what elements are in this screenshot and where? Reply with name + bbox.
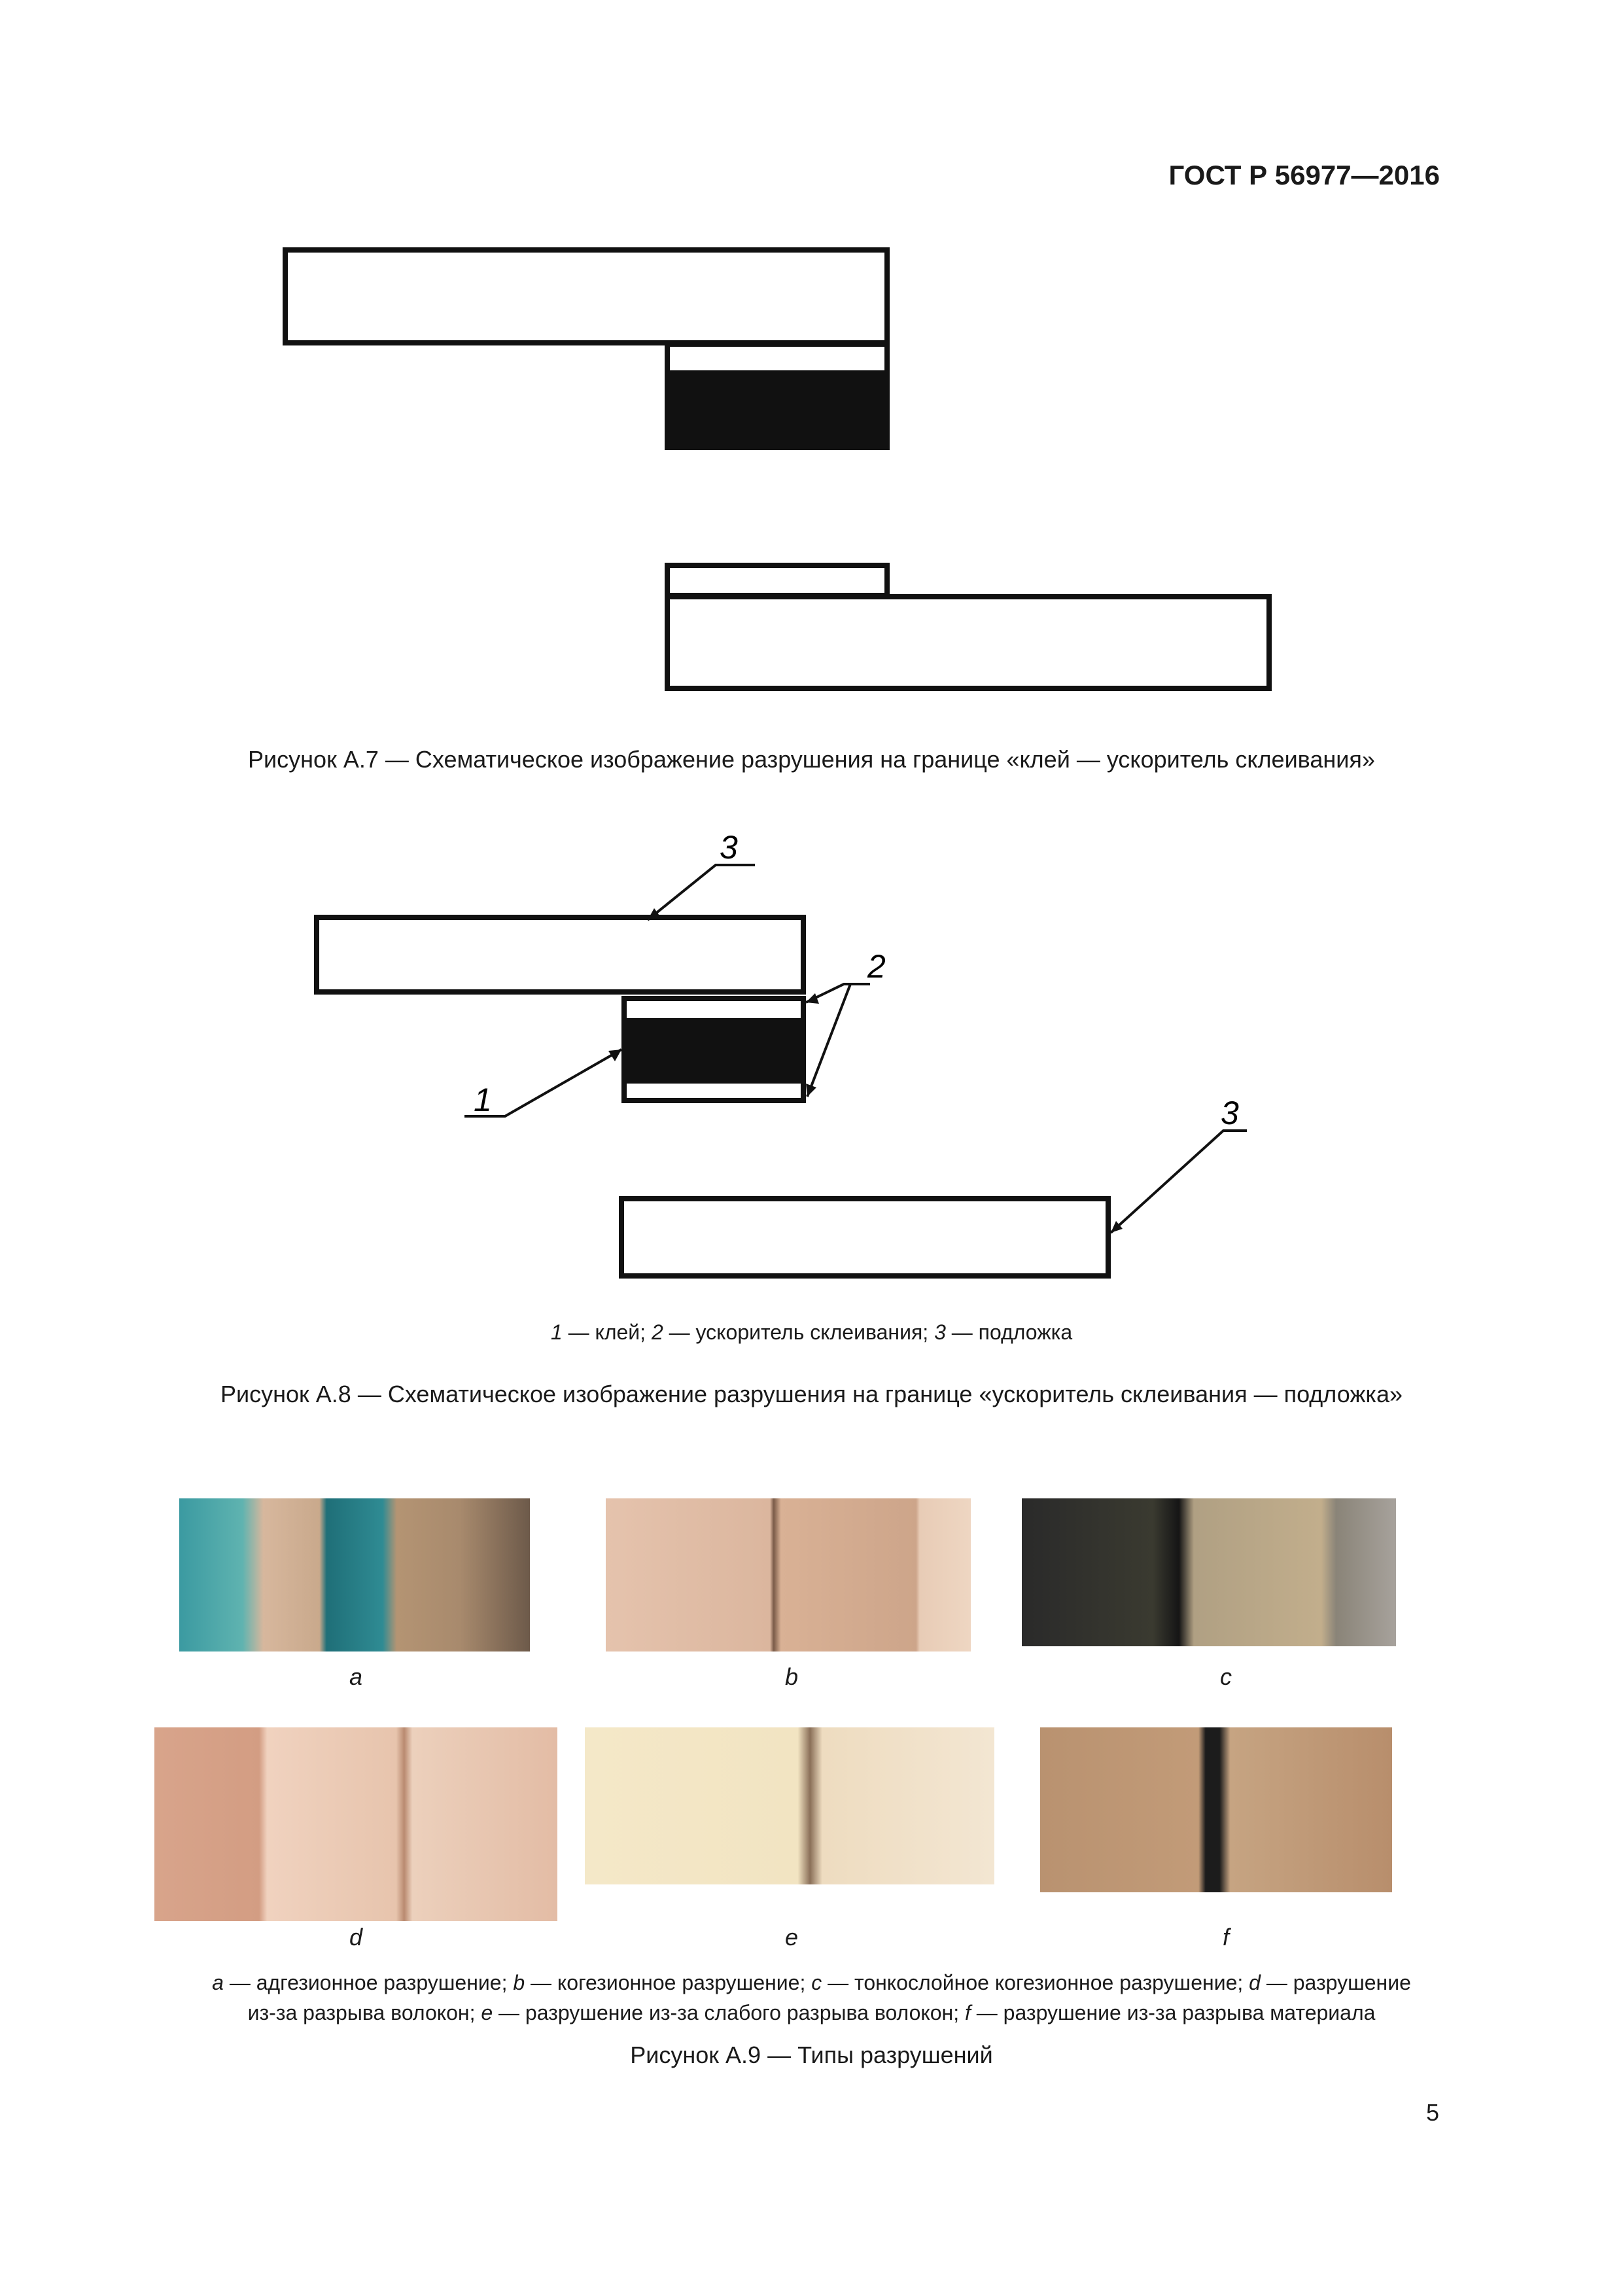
a8-adhesive-block bbox=[624, 1018, 803, 1084]
a9-key-d: d bbox=[1249, 1971, 1261, 1994]
photo-c bbox=[1022, 1498, 1396, 1646]
a9-text-d-cont: из-за разрыва волокон; bbox=[247, 2001, 481, 2024]
figure-a9-caption: Рисунок А.9 — Типы разрушений bbox=[630, 2041, 993, 2068]
a9-text-a: — адгезионное разрушение; bbox=[223, 1971, 514, 1994]
a9-text-d: — разрушение bbox=[1260, 1971, 1411, 1994]
a8-top-substrate bbox=[317, 917, 803, 992]
photo-d bbox=[154, 1727, 557, 1921]
a8-arrowhead-2b bbox=[806, 1084, 816, 1097]
legend-text-3: — подложка bbox=[945, 1320, 1073, 1344]
photo-f bbox=[1040, 1727, 1392, 1892]
photo-label-c: c bbox=[1220, 1663, 1232, 1690]
a9-text-f: — разрушение из-за разрыва материала bbox=[970, 2001, 1376, 2024]
photo-label-e: e bbox=[784, 1924, 799, 1951]
photo-e bbox=[585, 1727, 994, 1884]
legend-num-3: 3 bbox=[934, 1320, 946, 1344]
photo-b bbox=[606, 1498, 971, 1651]
legend-text-2: — ускоритель склеивания; bbox=[663, 1320, 935, 1344]
document-header: ГОСТ Р 56977—2016 bbox=[1168, 160, 1440, 190]
figure-a8-legend bbox=[0, 1320, 1623, 1345]
a9-key-f: f bbox=[964, 2001, 971, 2024]
a8-callout-3-bottom: 3 bbox=[1221, 1095, 1239, 1131]
photo-label-d: d bbox=[349, 1924, 363, 1951]
photo-a bbox=[179, 1498, 530, 1651]
photo-label-a: a bbox=[349, 1663, 363, 1690]
a8-bottom-substrate bbox=[621, 1199, 1108, 1276]
a8-callout-3-top: 3 bbox=[720, 829, 738, 866]
figure-a7-caption: Рисунок А.7 — Схематическое изображение разрушения на границе «клей — ускоритель склеивания» bbox=[248, 746, 1375, 773]
figure-a9-legend-line-1 bbox=[0, 1971, 1623, 1995]
a8-callout-1: 1 bbox=[474, 1082, 492, 1118]
a9-text-b: — когезионное разрушение; bbox=[525, 1971, 812, 1994]
a8-leader-3b bbox=[1111, 1131, 1247, 1233]
legend-text-1: — клей; bbox=[562, 1320, 652, 1344]
a8-leader-3a bbox=[648, 865, 755, 920]
photo-label-f: f bbox=[1222, 1924, 1229, 1951]
a8-callout-2: 2 bbox=[867, 948, 886, 985]
a9-key-a: a bbox=[212, 1971, 224, 1994]
a9-key-e: e bbox=[481, 2001, 493, 2024]
page-number: 5 bbox=[1426, 2099, 1440, 2126]
legend-num-2: 2 bbox=[651, 1320, 663, 1344]
legend-num-1: 1 bbox=[550, 1320, 563, 1344]
figure-a8-caption: Рисунок А.8 — Схематическое изображение разрушения на границе «ускоритель склеивания — подложка» bbox=[220, 1381, 1403, 1407]
a8-arrowhead-2a bbox=[806, 993, 819, 1004]
figure-a9-legend-line-2 bbox=[0, 2001, 1623, 2025]
a9-key-c: c bbox=[811, 1971, 822, 1994]
a9-text-c: — тонкослойное когезионное разрушение; bbox=[822, 1971, 1249, 1994]
a9-text-e: — разрушение из-за слабого разрыва волокон; bbox=[493, 2001, 965, 2024]
photo-label-b: b bbox=[784, 1663, 799, 1690]
a9-key-b: b bbox=[513, 1971, 525, 1994]
